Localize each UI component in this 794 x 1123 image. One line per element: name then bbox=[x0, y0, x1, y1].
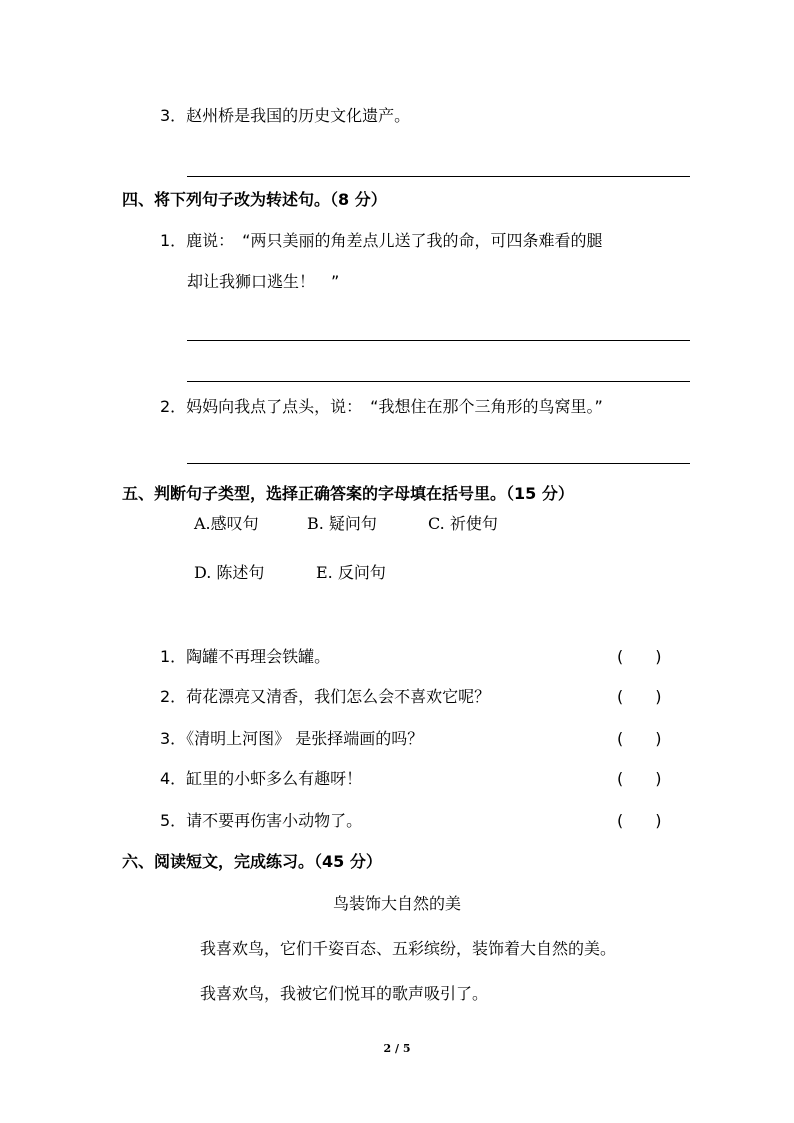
passage-paragraph-2: 我喜欢鸟，我被它们悦耳的歌声吸引了。 bbox=[200, 984, 489, 1003]
option-c: C. 祈使句 bbox=[428, 514, 498, 533]
option-a: A.感叹句 bbox=[194, 514, 259, 533]
section-4-item-1-line-1: 1．鹿说： “两只美丽的角差点儿送了我的命，可四条难看的腿 bbox=[160, 231, 603, 250]
passage-title: 鸟装饰大自然的美 bbox=[332, 894, 461, 913]
answer-bracket[interactable]: ( ) bbox=[617, 769, 662, 788]
answer-bracket[interactable]: ( ) bbox=[617, 647, 662, 666]
question-item-3: 3．赵州桥是我国的历史文化遗产。 bbox=[160, 106, 411, 125]
answer-line bbox=[187, 340, 690, 341]
answer-bracket[interactable]: ( ) bbox=[617, 729, 662, 748]
judge-item-3: 3．《清明上河图》 是张择端画的吗？ bbox=[160, 729, 424, 748]
section-4-item-2: 2．妈妈向我点了点头，说： “我想住在那个三角形的鸟窝里。” bbox=[160, 397, 603, 416]
passage-paragraph-1: 我喜欢鸟，它们千姿百态、五彩缤纷，装饰着大自然的美。 bbox=[200, 939, 617, 958]
answer-line bbox=[187, 463, 690, 464]
judge-item-2: 2．荷花漂亮又清香，我们怎么会不喜欢它呢？ bbox=[160, 687, 491, 706]
answer-line bbox=[187, 381, 690, 382]
section-4-heading: 四、将下列句子改为转述句。（8 分） bbox=[122, 190, 387, 209]
section-5-heading: 五、判断句子类型，选择正确答案的字母填在括号里。（15 分） bbox=[122, 484, 574, 503]
option-b: B. 疑问句 bbox=[307, 514, 377, 533]
page-number: 2 / 5 bbox=[383, 1042, 411, 1055]
option-d: D. 陈述句 bbox=[194, 563, 265, 582]
section-6-heading: 六、阅读短文，完成练习。（45 分） bbox=[122, 852, 382, 871]
section-4-item-1-line-2: 却让我狮口逃生！ ” bbox=[187, 272, 340, 291]
answer-bracket[interactable]: ( ) bbox=[617, 687, 662, 706]
judge-item-1: 1．陶罐不再理会铁罐。 bbox=[160, 647, 331, 666]
answer-line bbox=[187, 176, 690, 177]
judge-item-5: 5．请不要再伤害小动物了。 bbox=[160, 811, 363, 830]
judge-item-4: 4．缸里的小虾多么有趣呀！ bbox=[160, 769, 363, 788]
answer-bracket[interactable]: ( ) bbox=[617, 811, 662, 830]
option-e: E. 反问句 bbox=[316, 563, 386, 582]
